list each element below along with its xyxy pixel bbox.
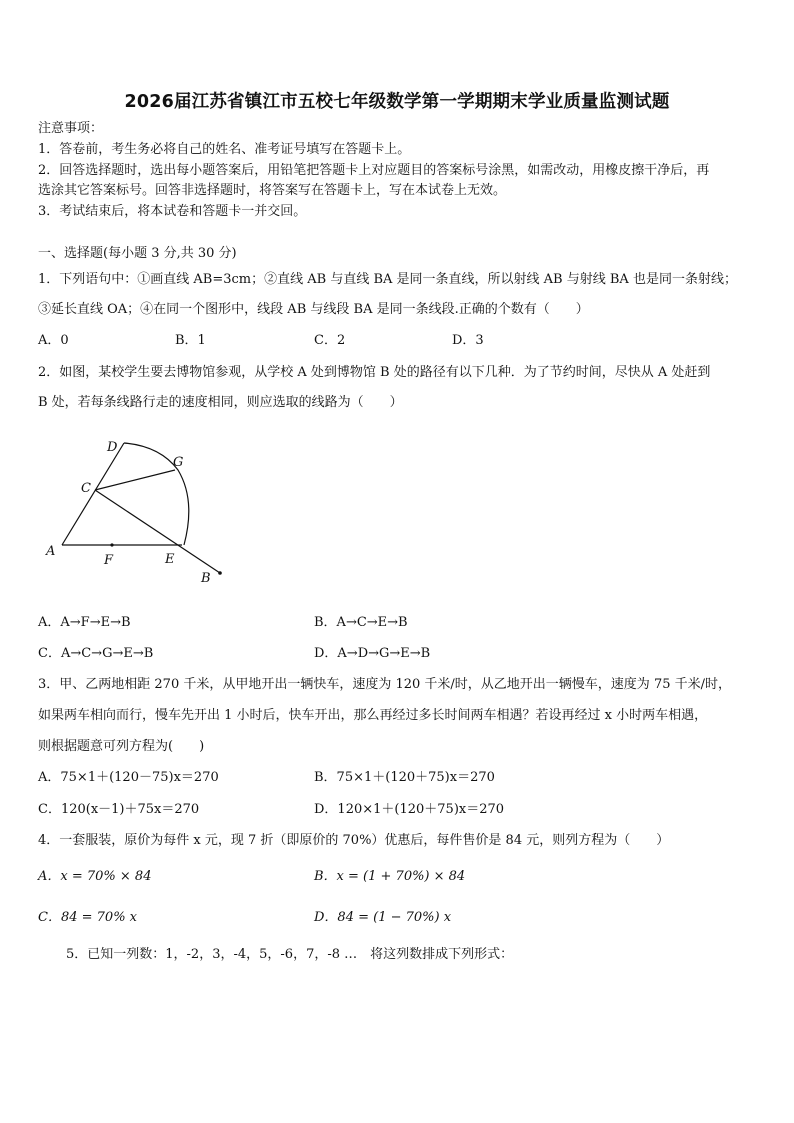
segment-cg: [95, 470, 175, 490]
q3-text-line2: 如果两车相向而行，慢车先开出 1 小时后，快车开出，那么再经过多长时间两车相遇？若设再经过 x 小时两车相遇，: [38, 708, 708, 723]
label-c: C: [81, 481, 91, 496]
q4-option-a: A．x = 70% × 84: [38, 869, 152, 884]
q3-option-a: A．75×1＋(120－75)x＝270: [38, 770, 219, 785]
q2-option-b: B．A→C→E→B: [314, 615, 408, 630]
notice-item-1: 1．答卷前，考生务必将自己的姓名、准考证号填写在答题卡上。: [38, 142, 411, 157]
notice-item-2: 2．回答选择题时，选出每小题答案后，用铅笔把答题卡上对应题目的答案标号涂黑，如需改动，用橡皮擦干净后，再: [38, 163, 710, 178]
point-b: [218, 571, 222, 575]
label-f: F: [104, 553, 114, 568]
notice-item-3: 3．考试结束后，将本试卷和答题卡一并交回。: [38, 204, 307, 219]
page-title: 2026届江苏省镇江市五校七年级数学第一学期期末学业质量监测试题: [124, 92, 670, 112]
q2-option-a: A．A→F→E→B: [38, 615, 131, 630]
q4-text-line1: 4．一套服装，原价为每件 x 元，现 7 折（即原价的 70%）优惠后，每件售价是 84 元，则列方程为（ ）: [38, 833, 670, 848]
segment-cb: [95, 490, 220, 573]
notice-heading: 注意事项：: [38, 121, 104, 136]
label-d: D: [107, 440, 118, 455]
q3-option-c: C．120(x－1)＋75x＝270: [38, 802, 200, 817]
q1-option-a: A．0: [38, 333, 69, 348]
q3-text-line1: 3．甲、乙两地相距 270 千米，从甲地开出一辆快车，速度为 120 千米/时，从乙地开出一辆慢车，速度为 75 千米/时，: [38, 677, 731, 692]
q5-text-line1: 5．已知一列数：1，-2，3，-4，5，-6，7，-8 … 将这列数排成下列形式：: [66, 947, 514, 962]
q1-text-line2: ③延长直线 OA；④在同一个图形中，线段 AB 与线段 BA 是同一条线段.正确的个数有（ ）: [38, 302, 589, 317]
q4-option-d: D．84 = (1 − 70%) x: [314, 910, 452, 925]
q4-option-c: C．84 = 70% x: [38, 910, 138, 925]
q2-option-c: C．A→C→G→E→B: [38, 646, 154, 661]
q1-option-b: B．1: [175, 333, 206, 348]
q3-option-d: D．120×1＋(120＋75)x＝270: [314, 802, 505, 817]
q3-text-line3: 则根据题意可列方程为( ): [38, 739, 205, 754]
section-heading: 一、选择题(每小题 3 分,共 30 分): [38, 246, 237, 261]
q4-option-b: B．x = (1 + 70%) × 84: [314, 869, 466, 884]
q1-option-d: D．3: [452, 333, 484, 348]
point-f: [110, 543, 113, 546]
q2-geometry-figure: [30, 430, 240, 590]
segment-ad: [62, 443, 124, 545]
q2-text-line2: B 处，若每条线路行走的速度相同，则应选取的线路为（ ）: [38, 395, 403, 410]
q3-option-b: B．75×1＋(120＋75)x＝270: [314, 770, 495, 785]
label-g: G: [173, 455, 184, 470]
label-a: A: [46, 544, 56, 559]
label-b: B: [201, 571, 211, 586]
label-e: E: [165, 552, 175, 567]
q1-option-c: C．2: [314, 333, 346, 348]
q2-option-d: D．A→D→G→E→B: [314, 646, 431, 661]
q1-text-line1: 1．下列语句中：①画直线 AB=3cm；②直线 AB 与直线 BA 是同一条直线，所以射线 AB 与射线 BA 也是同一条射线；: [38, 272, 737, 287]
notice-item-2-cont: 选涂其它答案标号。回答非选择题时，将答案写在答题卡上，写在本试卷上无效。: [38, 183, 507, 198]
q2-text-line1: 2．如图，某校学生要去博物馆参观，从学校 A 处到博物馆 B 处的路径有以下几种．为了节约时间，尽快从 A 处赶到: [38, 365, 711, 380]
